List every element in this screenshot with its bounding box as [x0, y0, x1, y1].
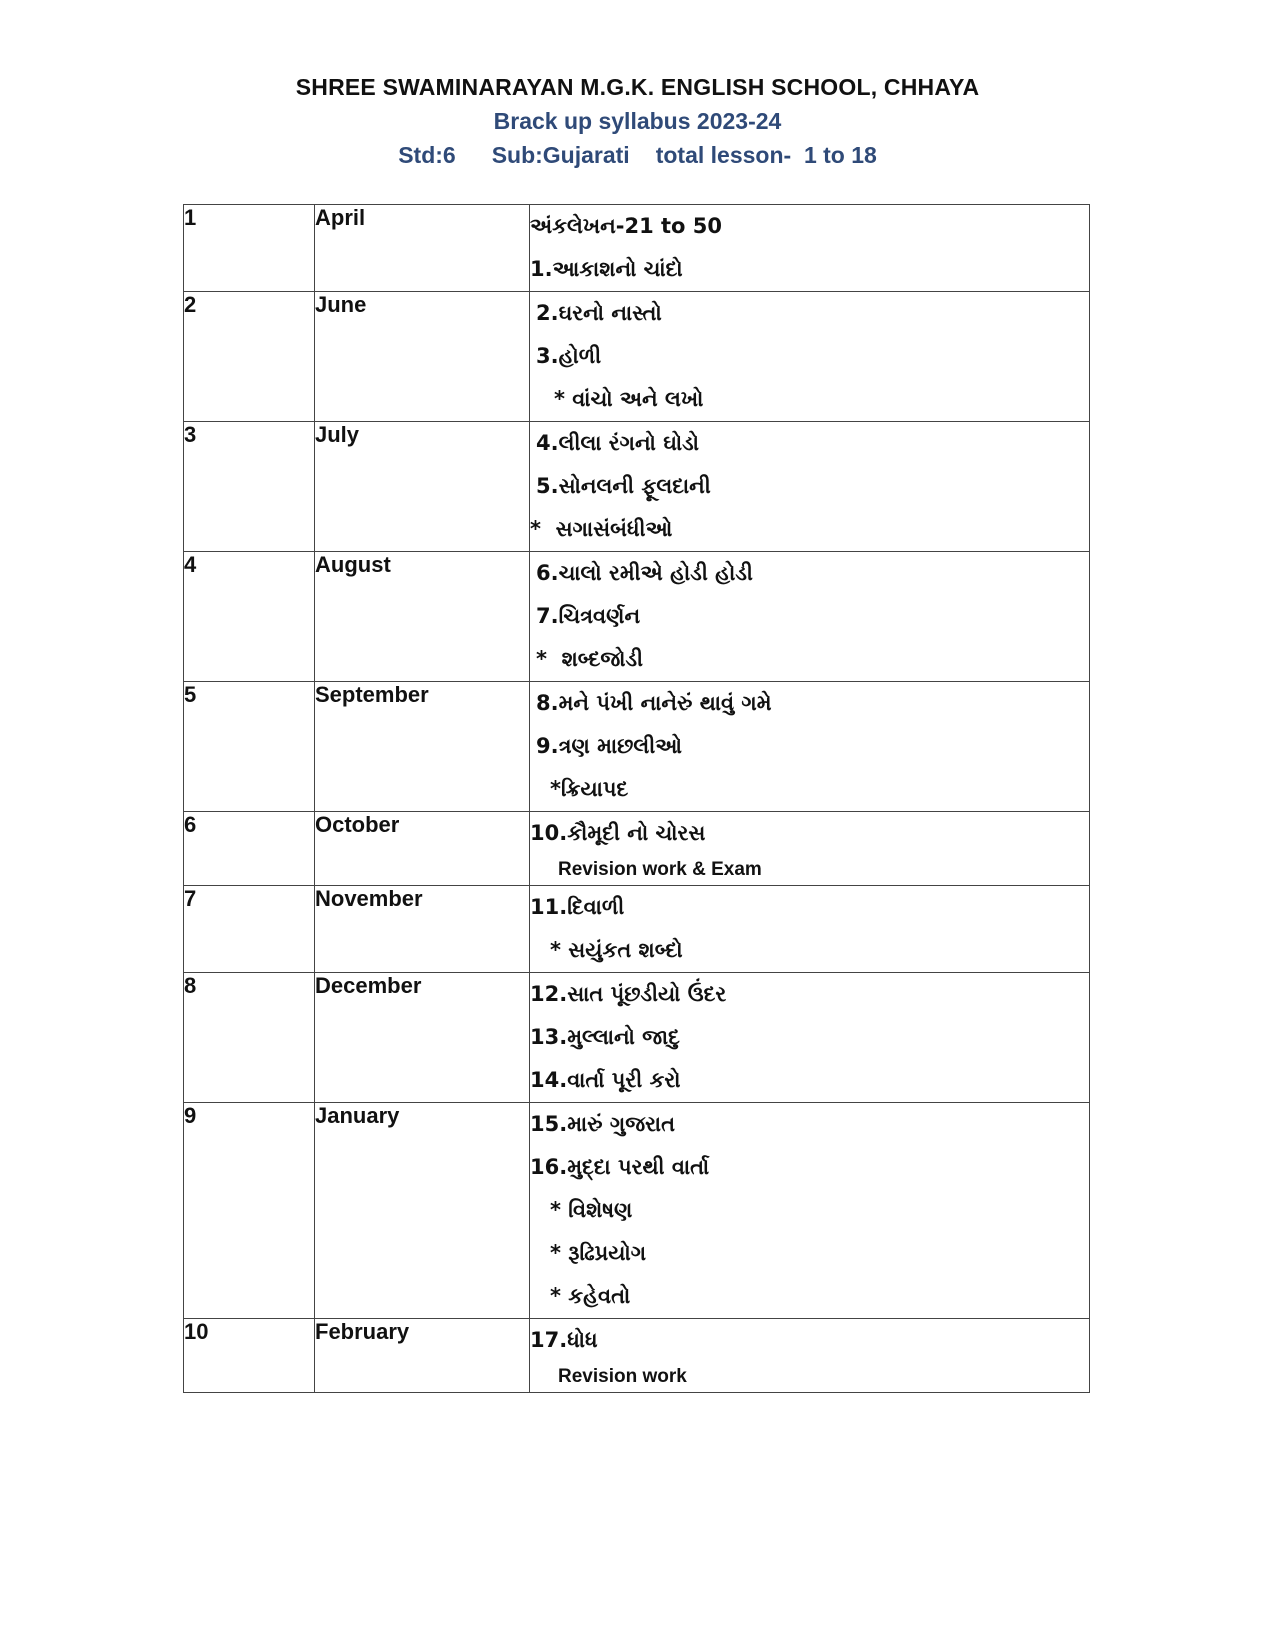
topic-item: *ક્રિયાપદ — [550, 777, 629, 801]
row-number: 4 — [184, 552, 315, 682]
topic-item: 14.વાર્તા પૂરી કરો — [530, 1068, 681, 1092]
topic-item: 13.મુલ્લાનો જાદુ — [530, 1025, 680, 1049]
row-month: June — [315, 292, 530, 422]
table-row — [184, 1319, 1090, 1393]
table-row — [184, 552, 1090, 682]
row-topics — [530, 552, 1090, 682]
table-row — [184, 886, 1090, 973]
row-number: 5 — [184, 682, 315, 812]
topic-item: 6.ચાલો રમીએ હોડી હોડી — [536, 561, 753, 585]
syllabus-table — [183, 204, 1090, 1393]
topic-item: 2.ઘરનો નાસ્તો — [536, 301, 662, 325]
topic-item: 7.ચિત્રવર્ણન — [536, 604, 641, 628]
table-row — [184, 292, 1090, 422]
table-row — [184, 1103, 1090, 1319]
topic-item: 17.ધોધ — [530, 1328, 598, 1352]
table-row — [184, 205, 1090, 292]
row-topics — [530, 682, 1090, 812]
table-row — [184, 812, 1090, 886]
row-topics — [530, 886, 1090, 973]
topic-item: 8.મને પંખી નાનેરું થાવું ગમે — [536, 691, 772, 715]
topic-item: 16.મુદ્દા પરથી વાર્તા — [530, 1155, 710, 1179]
topic-item: 1.આકાશનો ચાંદો — [530, 257, 683, 281]
topic-item: 12.સાત પૂંછડીયો ઉંદર — [530, 982, 727, 1006]
row-month: December — [315, 973, 530, 1103]
row-number: 10 — [184, 1319, 315, 1393]
subject-label: Sub:Gujarati — [491, 142, 630, 168]
row-number: 1 — [184, 205, 315, 292]
total-lessons-label: total lesson- 1 to 18 — [655, 142, 877, 168]
topic-item: 9.ત્રણ માછલીઓ — [536, 734, 682, 758]
topic-item: * વિશેષણ — [550, 1198, 633, 1222]
row-month: July — [315, 422, 530, 552]
row-topics — [530, 205, 1090, 292]
row-topics — [530, 973, 1090, 1103]
document-header — [0, 70, 1275, 172]
row-number: 7 — [184, 886, 315, 973]
row-number: 2 — [184, 292, 315, 422]
row-month: October — [315, 812, 530, 886]
topic-item: 4.લીલા રંગનો ઘોડો — [536, 431, 699, 455]
topic-item: * શબ્દજોડી — [536, 647, 644, 671]
table-row — [184, 973, 1090, 1103]
row-month: April — [315, 205, 530, 292]
row-number: 9 — [184, 1103, 315, 1319]
topic-item: * રૂઢિપ્રયોગ — [550, 1241, 647, 1265]
row-topics — [530, 1319, 1090, 1393]
row-month: January — [315, 1103, 530, 1319]
row-topics — [530, 1103, 1090, 1319]
row-month: September — [315, 682, 530, 812]
row-month: August — [315, 552, 530, 682]
topic-item: * કહેવતો — [550, 1284, 631, 1308]
topic-item: Revision work & Exam — [558, 859, 762, 880]
topic-item: * સયુંકત શબ્દો — [550, 938, 683, 962]
row-topics — [530, 292, 1090, 422]
topic-item: 3.હોળી — [536, 344, 602, 368]
row-number: 8 — [184, 973, 315, 1103]
row-number: 6 — [184, 812, 315, 886]
topic-item: 10.કૌમૂદી નો ચોરસ — [530, 821, 706, 845]
row-month: November — [315, 886, 530, 973]
syllabus-title: Brack up syllabus 2023-24 — [493, 108, 782, 134]
topic-item: Revision work — [558, 1366, 687, 1387]
class-info-line — [0, 138, 1275, 172]
table-row — [184, 422, 1090, 552]
topic-item: 15.મારું ગુજરાત — [530, 1112, 675, 1136]
topic-item: * સગાસંબંધીઓ — [530, 517, 673, 541]
standard-label: Std:6 — [398, 142, 456, 168]
topic-item: 11.દિવાળી — [530, 895, 625, 919]
row-number: 3 — [184, 422, 315, 552]
topic-item: 5.સોનલની ફૂલદાની — [536, 474, 711, 498]
row-topics — [530, 422, 1090, 552]
topic-item: * વાંચો અને લખો — [554, 387, 704, 411]
table-row — [184, 682, 1090, 812]
row-month: February — [315, 1319, 530, 1393]
school-name: SHREE SWAMINARAYAN M.G.K. ENGLISH SCHOOL, CHHAYA — [295, 74, 980, 100]
topic-item: અંકલેખન-21 to 50 — [530, 214, 723, 238]
row-topics — [530, 812, 1090, 886]
